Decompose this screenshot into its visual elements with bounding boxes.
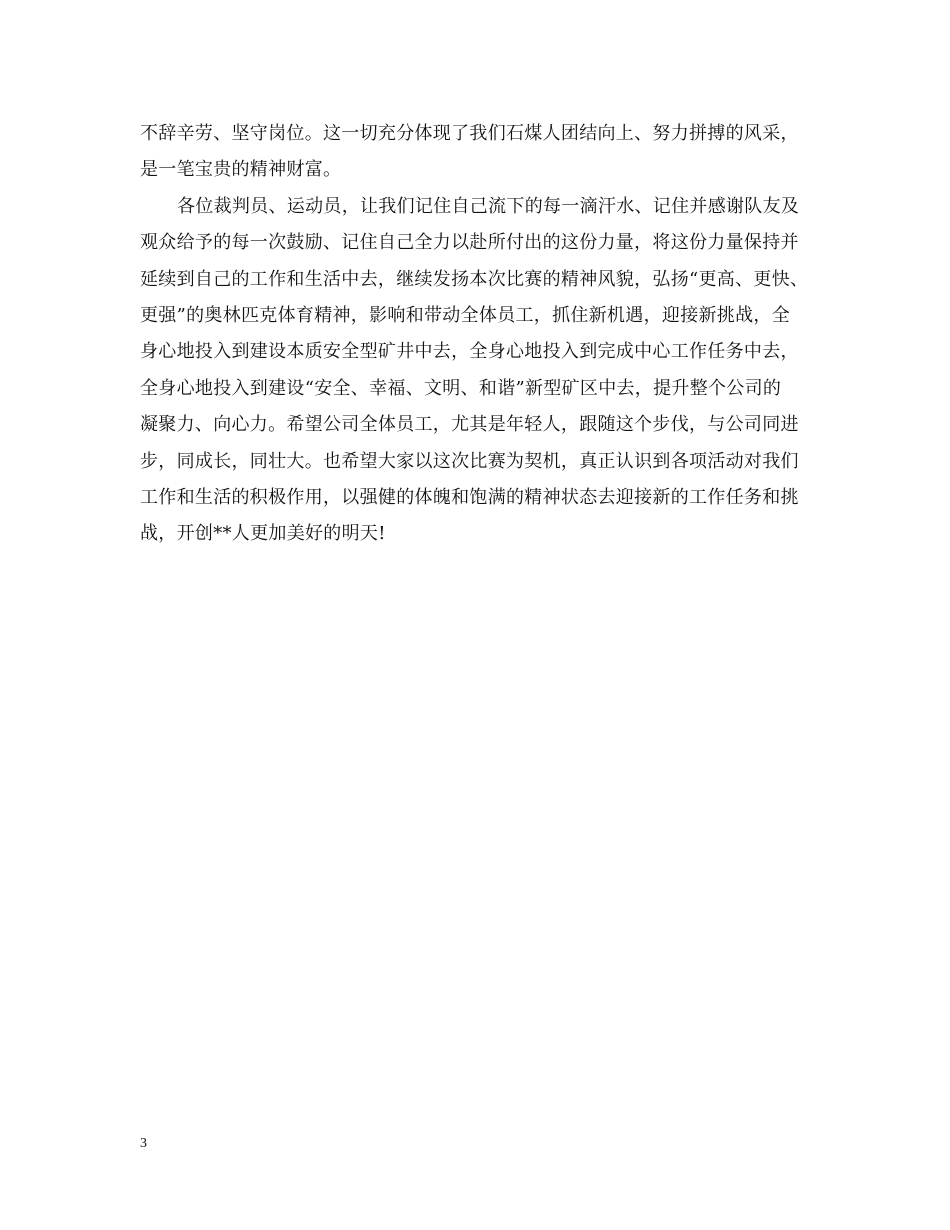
text-line: 不辞辛劳、坚守岗位。这一切充分体现了我们石煤人团结向上、努力拼搏的风采，: [140, 123, 799, 144]
text-line: 是一笔宝贵的精神财富。: [140, 159, 342, 181]
text-line: 观众给予的每一次鼓励、记住自己全力以赴所付出的这份力量，将这份力量保持并: [140, 232, 799, 254]
text-line: 战，开创**人更加美好的明天!: [140, 523, 386, 545]
text-line: 凝聚力、向心力。希望公司全体员工，尤其是年轻人，跟随这个步伐，与公司同进: [140, 414, 799, 436]
text-line: 工作和生活的积极作用，以强健的体魄和饱满的精神状态去迎接新的工作任务和挑: [140, 486, 799, 508]
text-line: 全身心地投入到建设“安全、幸福、文明、和谐”新型矿区中去，提升整个公司的: [140, 377, 782, 399]
text-line: 延续到自己的工作和生活中去，继续发扬本次比赛的精神风貌，弘扬“更高、更快、: [140, 268, 809, 290]
page-number: 3: [140, 1136, 147, 1151]
text-line: 步，同成长，同壮大。也希望大家以这次比赛为契机，真正认识到各项活动对我们: [140, 450, 799, 472]
paragraph-first-line: 各位裁判员、运动员，让我们记住自己流下的每一滴汗水、记住并感谢队友及: [177, 195, 800, 217]
text-line: 更强”的奥林匹克体育精神，影响和带动全体员工，抓住新机遇，迎接新挑战，全: [140, 304, 790, 326]
document-body: [140, 116, 840, 553]
text-line: 身心地投入到建设本质安全型矿井中去，全身心地投入到完成中心工作任务中去，: [140, 341, 799, 363]
